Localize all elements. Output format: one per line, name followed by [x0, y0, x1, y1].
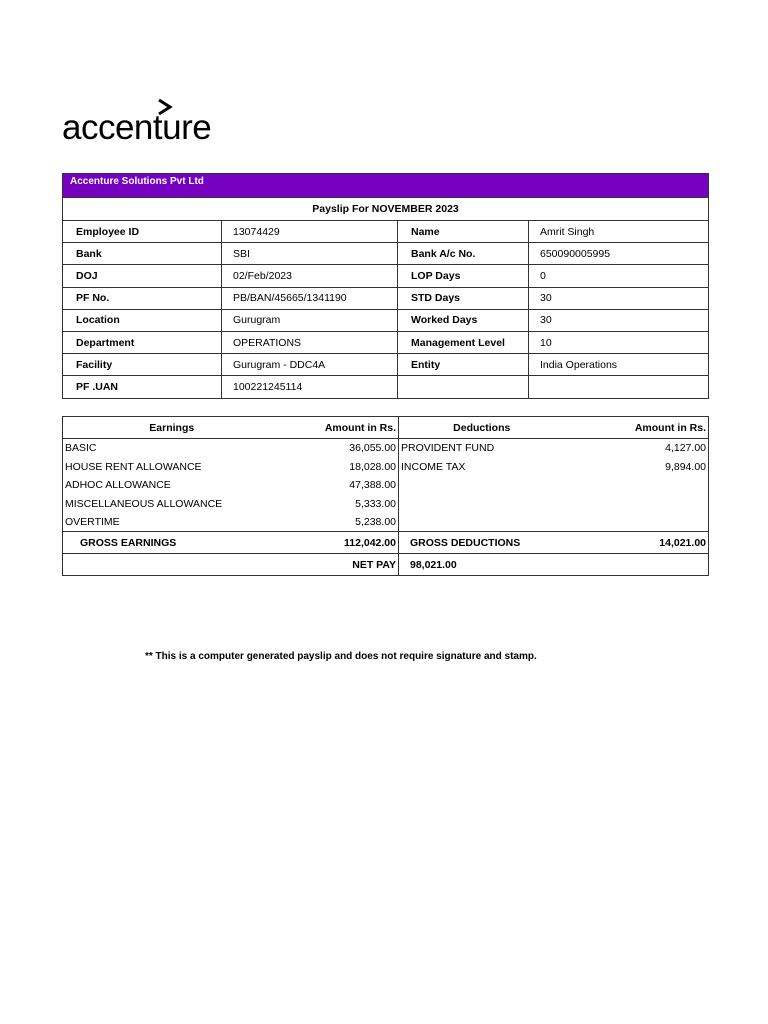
earning-amount: 36,055.00	[281, 439, 399, 458]
info-label: DOJ	[63, 265, 222, 287]
info-value: 10	[529, 331, 709, 353]
info-label: Worked Days	[398, 309, 529, 331]
company-name: Accenture Solutions Pvt Ltd	[63, 174, 709, 198]
net-pay-label: NET PAY	[281, 554, 399, 576]
info-value: 0	[529, 265, 709, 287]
info-label	[398, 376, 529, 398]
info-row	[63, 354, 709, 376]
earning-name: BASIC	[63, 439, 281, 458]
info-value: Gurugram - DDC4A	[222, 354, 398, 376]
deduction-name: INCOME TAX	[401, 460, 466, 473]
info-value: SBI	[222, 243, 398, 265]
deduction-name: PROVIDENT FUND	[401, 442, 495, 455]
info-label: Entity	[398, 354, 529, 376]
info-value: 100221245114	[222, 376, 398, 398]
deduction-amount	[565, 495, 709, 514]
info-label: Bank A/c No.	[398, 243, 529, 265]
earning-name: ADHOC ALLOWANCE	[63, 476, 281, 495]
earning-amount: 18,028.00	[281, 457, 399, 476]
info-row	[63, 221, 709, 243]
net-pay-row	[63, 554, 709, 576]
info-label: PF .UAN	[63, 376, 222, 398]
info-label: Employee ID	[63, 221, 222, 243]
info-value: 650090005995	[529, 243, 709, 265]
earnings-header: Earnings	[63, 417, 281, 439]
info-label: STD Days	[398, 287, 529, 309]
deduction-amount: 4,127.00	[565, 439, 709, 458]
payslip-title: Payslip For NOVEMBER 2023	[63, 198, 709, 221]
info-row	[63, 309, 709, 331]
earning-amount: 5,333.00	[281, 495, 399, 514]
earnings-amount-header: Amount in Rs.	[281, 417, 399, 439]
info-label: Name	[398, 221, 529, 243]
pay-row	[63, 457, 709, 476]
info-value: Amrit Singh	[529, 221, 709, 243]
info-label: Location	[63, 309, 222, 331]
earning-amount: 5,238.00	[281, 513, 399, 532]
pay-row	[63, 495, 709, 514]
info-value: India Operations	[529, 354, 709, 376]
gross-row	[63, 532, 709, 554]
accenture-logo	[62, 98, 232, 150]
deduction-amount: 9,894.00	[565, 457, 709, 476]
info-value: 02/Feb/2023	[222, 265, 398, 287]
info-label: Department	[63, 331, 222, 353]
info-value: 13074429	[222, 221, 398, 243]
info-value: 30	[529, 287, 709, 309]
deduction-amount	[565, 476, 709, 495]
deduction-name	[399, 513, 565, 532]
info-row	[63, 376, 709, 398]
info-row	[63, 287, 709, 309]
earning-name: HOUSE RENT ALLOWANCE	[63, 457, 281, 476]
pay-row	[63, 513, 709, 532]
employee-info-table	[62, 173, 709, 399]
info-label: LOP Days	[398, 265, 529, 287]
gross-deductions-value: 14,021.00	[565, 532, 709, 554]
earning-name: OVERTIME	[63, 513, 281, 532]
gross-deductions-label: GROSS DEDUCTIONS	[399, 532, 565, 554]
payslip-title-row	[63, 198, 709, 221]
gross-earnings-value: 112,042.00	[281, 532, 399, 554]
deduction-name	[399, 476, 565, 495]
deductions-amount-header: Amount in Rs.	[565, 417, 709, 439]
earning-amount: 47,388.00	[281, 476, 399, 495]
deduction-amount	[565, 513, 709, 532]
info-value: PB/BAN/45665/1341190	[222, 287, 398, 309]
pay-row	[63, 476, 709, 495]
earning-name: MISCELLANEOUS ALLOWANCE	[63, 495, 281, 514]
deduction-name	[399, 495, 565, 514]
info-row	[63, 265, 709, 287]
footer-note: ** This is a computer generated payslip and does not require signature and stamp.	[145, 651, 537, 662]
info-value: Gurugram	[222, 309, 398, 331]
earnings-deductions-table	[62, 416, 709, 576]
info-value: 30	[529, 309, 709, 331]
logo-wordmark: accenture	[62, 108, 212, 147]
net-pay-value: 98,021.00	[399, 554, 565, 576]
deductions-header: Deductions	[399, 417, 565, 439]
info-label: Management Level	[398, 331, 529, 353]
info-value	[529, 376, 709, 398]
info-label: PF No.	[63, 287, 222, 309]
pay-header-row	[63, 417, 709, 439]
pay-row	[63, 439, 709, 458]
info-value: OPERATIONS	[222, 331, 398, 353]
company-header-row	[63, 174, 709, 198]
gross-earnings-label: GROSS EARNINGS	[63, 532, 281, 554]
info-label: Bank	[63, 243, 222, 265]
info-row	[63, 243, 709, 265]
info-label: Facility	[63, 354, 222, 376]
info-row	[63, 331, 709, 353]
